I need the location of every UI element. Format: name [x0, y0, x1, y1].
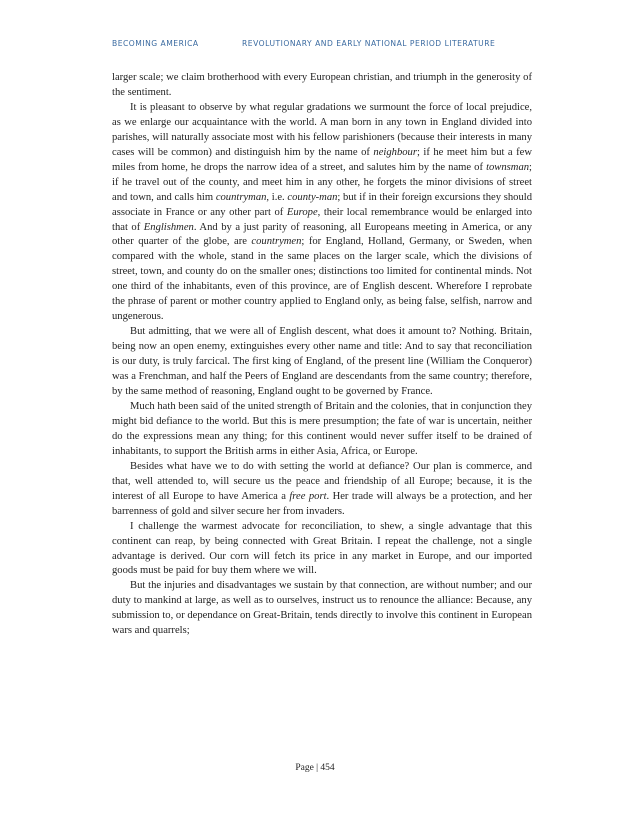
paragraph [112, 460, 532, 520]
paragraph [112, 71, 532, 101]
italic-run: countrymen [251, 236, 302, 248]
text-run: Much hath been said of the united strength of Britain and the colonies, that in conjunction they might bid defiance to the world. But this is mere presumption; the fate of war is uncertain, neither do the expressions mean any thing; for this continent would never suffer itself to be drained of inhabitants, to support the British arms in either Asia, Africa, or Europe. [112, 400, 532, 457]
text-run: . And by a just parity of reasoning, all Europeans meeting in America, or any other quarter of the globe, are [112, 221, 532, 248]
italic-run: county-man [287, 191, 338, 203]
paragraph [112, 520, 532, 580]
text-run: But admitting, that we were all of English descent, what does it amount to? Nothing. Britain, being now an open enemy, extinguishes every other name and title: And to say that reconciliation is our duty, is truly farcical. The first king of England, of the present line (William the Conqueror) was a Frenchman, and half the Peers of England are descendants from the same country; therefore, by the same method of reasoning, England ought to be governed by France. [112, 326, 532, 398]
italic-run: Europe [286, 206, 318, 218]
text-run: larger scale; we claim brotherhood with every European christian, and triumph in the generosity of the sentiment. [112, 72, 532, 98]
body-text [112, 71, 532, 639]
italic-run: neighbour [373, 146, 417, 158]
text-run: Besides what have we to do with setting the world at defiance? Our plan is commerce, and that, well attended to, will secure us the peace and friendship of all Europe; because, it is the interest of all Europe to have America a [112, 460, 532, 502]
text-run: , i.e. [266, 191, 288, 203]
text-run: , their local remembrance would be enlarged into that of [112, 206, 533, 233]
section-title: REVOLUTIONARY AND EARLY NATIONAL PERIOD LITERATURE [242, 39, 496, 48]
paragraph [112, 325, 532, 400]
text-run: But the injuries and disadvantages we sustain by that connection, are without number; and our duty to mankind at large, as well as to ourselves, instruct us to renounce the alliance: Because, any submission to, or dependance on Great-Britain, tends directly to involve this continent in European wars and quarrels; [112, 580, 532, 637]
text-run: . Her trade will always be a protection, and her barrenness of gold and silver secure her from invaders. [112, 490, 532, 517]
text-run: ; if he travel out of the county, and meet him in any other, he forgets the minor divisions of street and town, and calls him [112, 161, 532, 203]
italic-run: townsman [486, 161, 530, 173]
paragraph [112, 579, 532, 639]
paragraph [112, 101, 532, 325]
text-run: ; for England, Holland, Germany, or Sweden, when compared with the whole, stand in the same places on the larger scale, which the divisions of street, town, and county do on the smaller ones; distinctions too limited for continental minds. Not one third of the inhabitants, even of this province, are of English descent. Wherefore I reprobate the phrase of parent or mother country applied to England only, as being false, selfish, narrow and ungenerous. [112, 236, 532, 323]
text-run: ; but if in their foreign excursions they should associate in France or any other part of [112, 191, 532, 218]
text-run: ; if he meet him but a few miles from home, he drops the narrow idea of a street, and salutes him by the name of [112, 146, 532, 173]
text-run: It is pleasant to observe by what regular gradations we surmount the force of local prejudice, as we enlarge our acquaintance with the world. A man born in any town in England divided into parishes, will naturally associate most with his fellow parishioners (because their interests in many cases will be common) and distinguish him by the name of [112, 101, 532, 158]
page-footer [0, 763, 630, 773]
italic-run: Englishmen [143, 221, 194, 233]
paragraph [112, 400, 532, 460]
text-run: I challenge the warmest advocate for reconciliation, to shew, a single advantage that this continent can reap, by being connected with Great Britain. I repeat the challenge, not a single advantage is derived. Our corn will fetch its price in any market in Europe, and our imported goods must be paid for buy them where we will. [112, 520, 532, 577]
page-number: Page | 454 [295, 763, 335, 773]
book-title: BECOMING AMERICA [112, 39, 199, 48]
italic-run: countryman [215, 191, 267, 203]
italic-run: free port [289, 490, 327, 502]
